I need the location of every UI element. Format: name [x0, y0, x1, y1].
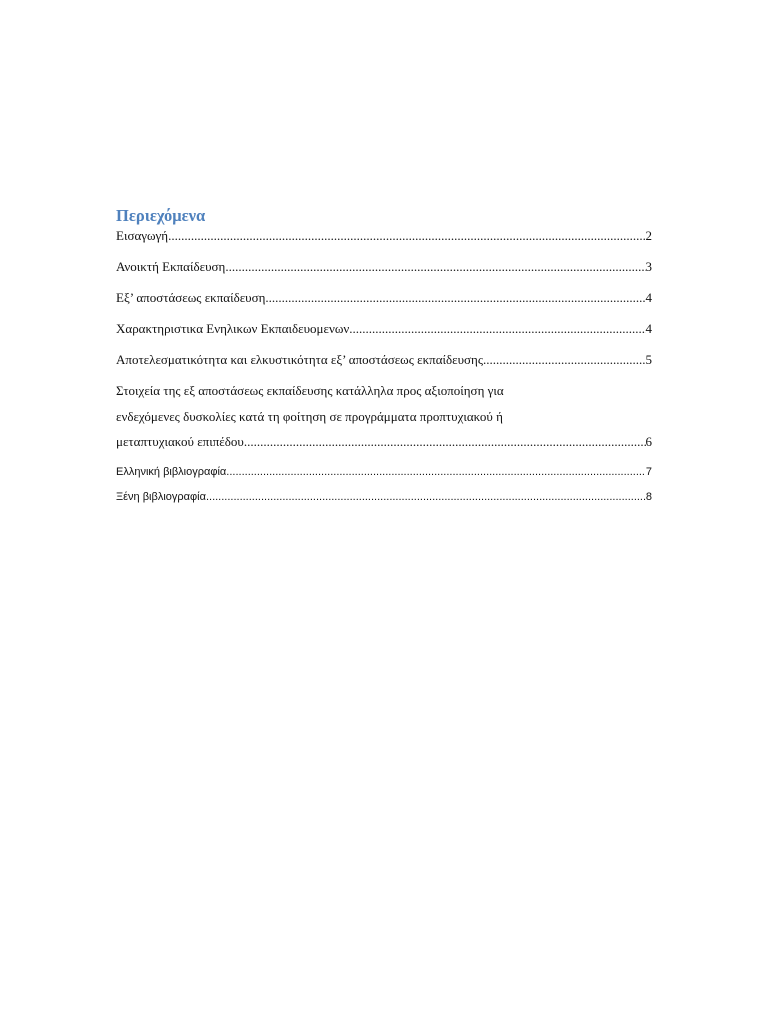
- toc-page-number: 7: [645, 465, 652, 478]
- toc-list: [116, 227, 652, 505]
- table-of-contents: [116, 205, 652, 514]
- toc-dot-leader: [168, 227, 645, 245]
- toc-title: Περιεχόμενα: [116, 206, 206, 225]
- toc-entry-label: Αποτελεσματικότητα και ελκυστικότητα εξ’ αποστάσεως εκπαίδευσης: [116, 352, 483, 367]
- toc-page-number: 2: [645, 228, 652, 243]
- toc-dot-leader: [244, 429, 646, 455]
- toc-entry-label: Χαρακτηριστικα Ενηλικων Εκπαιδευομενων: [116, 321, 350, 336]
- toc-dot-leader: [225, 258, 645, 276]
- toc-entry-last-line: [116, 429, 652, 455]
- toc-entry-label: Εισαγωγή: [116, 228, 169, 243]
- toc-dot-leader: [265, 289, 645, 307]
- toc-entry-label-line: ενδεχόμενες δυσκολίες κατά τη φοίτηση σε προγράμματα προπτυχιακού ή: [116, 408, 503, 424]
- toc-entry-foreign-bibliography[interactable]: [116, 489, 652, 505]
- toc-entry-introduction[interactable]: [116, 227, 652, 245]
- toc-entry-label: Ξένη βιβλιογραφία: [116, 490, 206, 503]
- toc-entry-label-line: Στοιχεία της εξ αποστάσεως εκπαίδευσης κατάλληλα προς αξιοποίηση για: [116, 383, 504, 398]
- toc-dot-leader: [206, 489, 646, 505]
- toc-page-number: 6: [645, 434, 652, 449]
- toc-page-number: 4: [645, 290, 652, 305]
- toc-entry-effectiveness[interactable]: [116, 351, 652, 369]
- toc-entry-distance-education[interactable]: [116, 289, 652, 307]
- toc-page-number: 4: [645, 321, 652, 336]
- toc-page-number: 5: [645, 352, 652, 367]
- toc-entry-label: Ανοικτή Εκπαίδευση: [116, 259, 226, 274]
- toc-entry-label-line: μεταπτυχιακού επιπέδου: [116, 434, 244, 449]
- toc-dot-leader: [226, 464, 646, 480]
- toc-entry-distance-elements[interactable]: [116, 378, 652, 455]
- toc-dot-leader: [349, 320, 645, 338]
- toc-entry-adult-learners[interactable]: [116, 320, 652, 338]
- toc-entry-open-education[interactable]: [116, 258, 652, 276]
- toc-entry-greek-bibliography[interactable]: [116, 464, 652, 480]
- toc-entry-label: Ελληνική βιβλιογραφία: [116, 465, 227, 478]
- toc-page-number: 8: [645, 490, 652, 503]
- toc-dot-leader: [483, 351, 646, 369]
- toc-entry-label: Εξ’ αποστάσεως εκπαίδευση: [116, 290, 266, 305]
- toc-page-number: 3: [645, 259, 652, 274]
